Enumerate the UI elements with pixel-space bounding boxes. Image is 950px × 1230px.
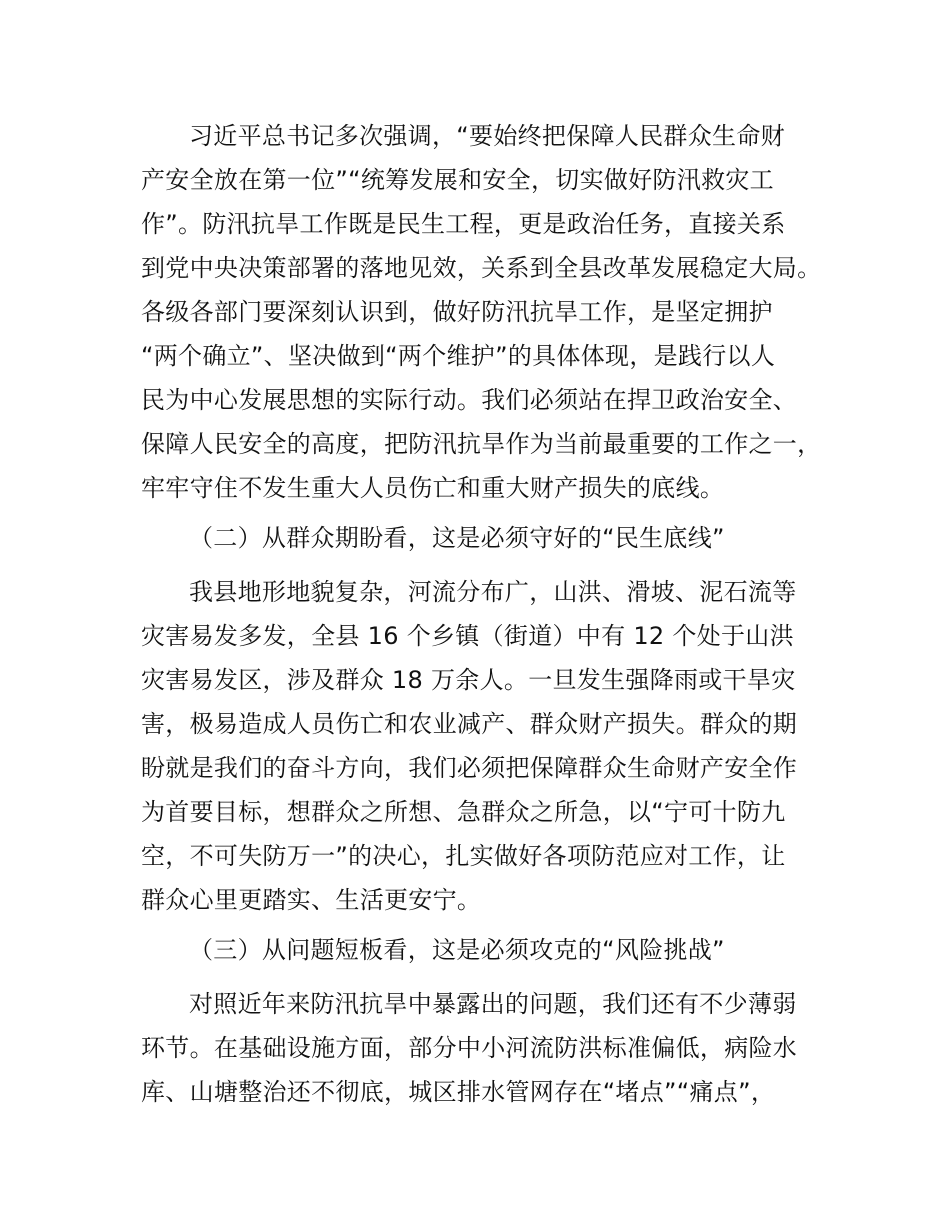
paragraph-line: 我县地形地貌复杂，河流分布广，山洪、滑坡、泥石流等 — [189, 578, 797, 606]
paragraph-line: 为首要目标，想群众之所想、急群众之所急，以“宁可十防九 — [141, 798, 786, 826]
paragraph-line: 群众心里更踏实、生活更安宁。 — [141, 886, 482, 914]
paragraph-line: 对照近年来防汛抗旱中暴露出的问题，我们还有不少薄弱 — [189, 990, 797, 1018]
section-heading: （三）从问题短板看，这是必须攻克的“风险挑战” — [189, 936, 725, 964]
paragraph-line: 到党中央决策部署的落地见效，关系到全县改革发展稳定大局。 — [141, 254, 822, 282]
paragraph-line: 库、山塘整治还不彻底，城区排水管网存在“堵点”“痛点”， — [141, 1078, 776, 1106]
paragraph-line: 害，极易造成人员伤亡和农业减产、群众财产损失。群众的期 — [141, 710, 798, 738]
paragraph-line: 民为中心发展思想的实际行动。我们必须站在捍卫政治安全、 — [141, 386, 798, 414]
paragraph-line: “两个确立”、坚决做到“两个维护”的具体体现，是践行以人 — [141, 342, 776, 370]
paragraph-line: 盼就是我们的奋斗方向，我们必须把保障群众生命财产安全作 — [141, 754, 798, 782]
paragraph-line: 保障人民安全的高度，把防汛抗旱作为当前最重要的工作之一， — [141, 430, 822, 458]
paragraph-line: 空，不可失防万一”的决心，扎实做好各项防范应对工作，让 — [141, 842, 786, 870]
paragraph-line: 作”。防汛抗旱工作既是民生工程，更是政治任务，直接关系 — [141, 210, 786, 238]
paragraph-line: 各级各部门要深刻认识到，做好防汛抗旱工作，是坚定拥护 — [141, 298, 773, 326]
paragraph-line: 灾害易发区，涉及群众 18 万余人。一旦发生强降雨或干旱灾 — [141, 666, 796, 694]
paragraph-line: 环节。在基础设施方面，部分中小河流防洪标准偏低，病险水 — [141, 1034, 798, 1062]
paragraph-line: 习近平总书记多次强调，“要始终把保障人民群众生命财 — [189, 122, 785, 150]
paragraph-line: 牢牢守住不发生重大人员伤亡和重大财产损失的底线。 — [141, 474, 725, 502]
paragraph-line: 产安全放在第一位”“统筹发展和安全，切实做好防汛救灾工 — [141, 166, 774, 194]
paragraph-line: 灾害易发多发，全县 16 个乡镇（街道）中有 12 个处于山洪 — [141, 622, 794, 650]
section-heading: （二）从群众期盼看，这是必须守好的“民生底线” — [189, 524, 725, 552]
